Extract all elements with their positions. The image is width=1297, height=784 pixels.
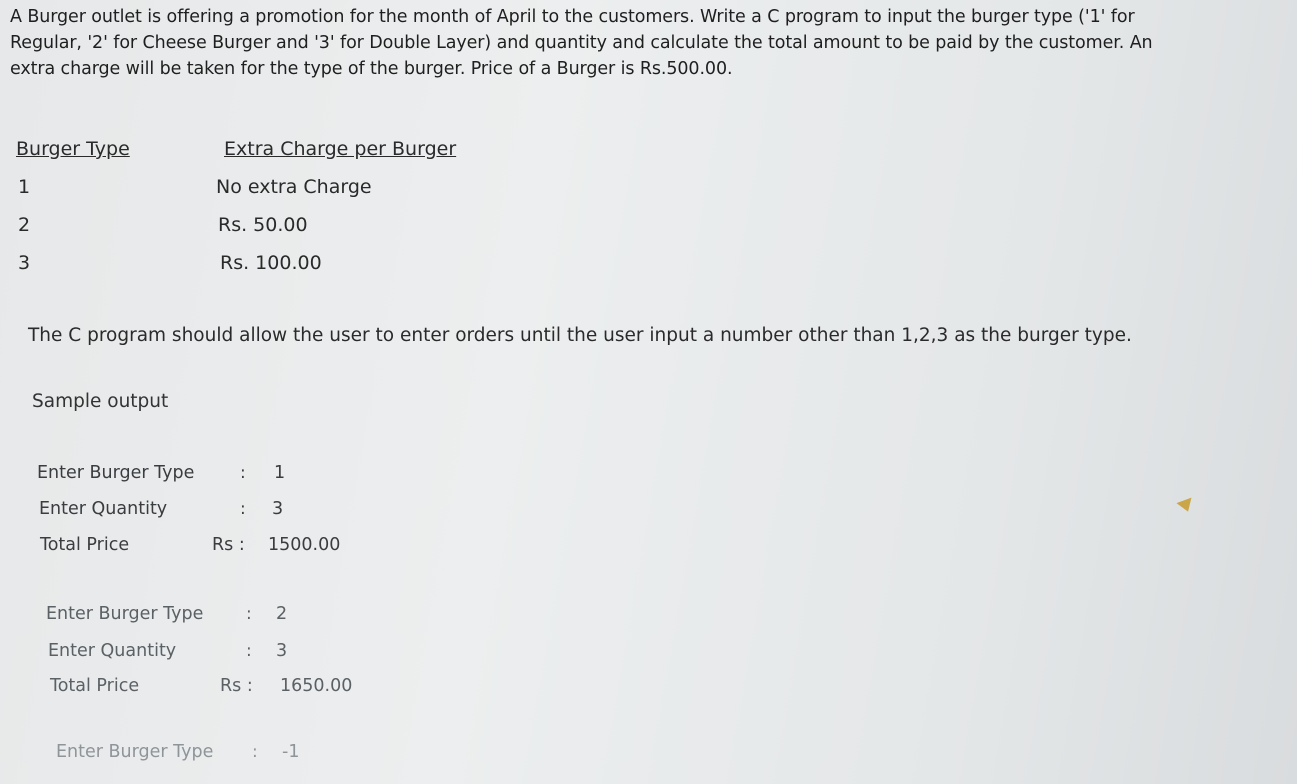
prompt-quantity: Enter Quantity [39,499,168,519]
table-header-extra-charge: Extra Charge per Burger [224,138,457,160]
input-value: 3 [272,499,284,519]
problem-line-3: extra charge will be taken for the type of the burger. Price of a Burger is Rs.500.00. [10,59,733,79]
total-price-value: 1650.00 [280,676,353,696]
total-price-label: Total Price [40,535,130,555]
problem-line-2: Regular, '2' for Cheese Burger and '3' for Double Layer) and quantity and calculate the total amount to be paid by the customer. An [10,33,1153,53]
input-value: -1 [282,742,300,762]
separator: : [246,641,252,661]
table-row-3-type: 3 [18,252,31,274]
currency-separator: Rs : [212,535,245,555]
table-row-2-type: 2 [18,214,31,236]
separator: : [240,463,246,483]
input-value: 1 [274,463,286,483]
prompt-burger-type: Enter Burger Type [37,463,195,483]
table-row-2-charge: Rs. 50.00 [218,214,308,236]
separator: : [240,499,246,519]
problem-line-1: A Burger outlet is offering a promotion for the month of April to the customers. Write a C program to input the burger type ('1' for [10,7,1135,27]
table-row-1-type: 1 [18,176,31,198]
table-row-3-charge: Rs. 100.00 [220,252,322,274]
mouse-cursor-icon [1176,498,1195,515]
currency-separator: Rs : [220,676,253,696]
loop-instruction: The C program should allow the user to enter orders until the user input a number other than 1,2,3 as the burger type. [28,325,1132,346]
total-price-value: 1500.00 [268,535,341,555]
table-row-1-charge: No extra Charge [216,176,372,198]
sample-output-title: Sample output [32,391,169,412]
total-price-label: Total Price [50,676,140,696]
problem-statement [10,4,1290,82]
prompt-burger-type: Enter Burger Type [46,604,204,624]
table-header-burger-type: Burger Type [16,138,130,160]
input-value: 3 [276,641,288,661]
prompt-quantity: Enter Quantity [48,641,177,661]
prompt-burger-type: Enter Burger Type [56,742,214,762]
separator: : [252,742,258,762]
input-value: 2 [276,604,288,624]
separator: : [246,604,252,624]
